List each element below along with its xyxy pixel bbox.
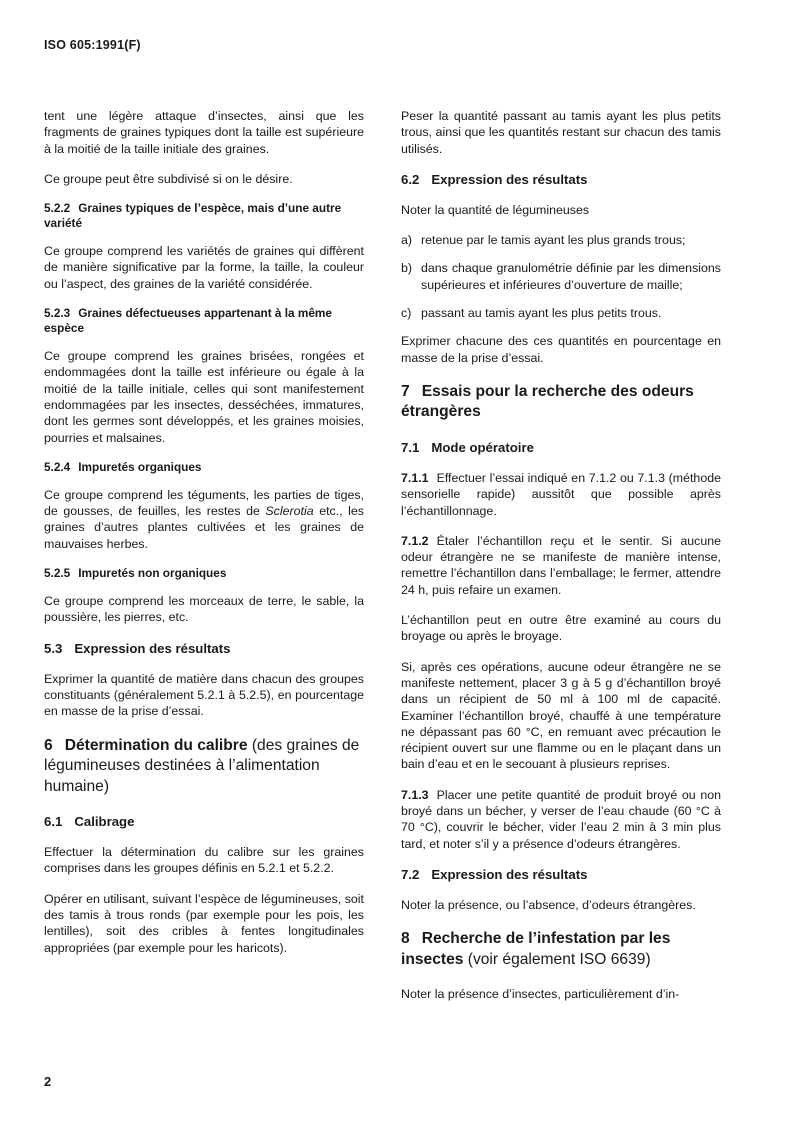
heading-6-2 <box>401 171 721 188</box>
text-run: Placer une petite quantité de produit broyé ou non broyé dans un bécher, y verser de l’eau chaude (60 °C à 70 °C), couvrir le bécher, vider l’eau 2 min à 3 min plus tard, et noter s’il y a présence d’odeurs étrangères. <box>401 787 721 851</box>
heading-text: Mode opératoire <box>431 439 534 455</box>
heading-text: Expression des résultats <box>74 640 231 656</box>
heading-5-2-2 <box>44 201 364 231</box>
heading-8 <box>401 929 721 970</box>
heading-text: Impuretés organiques <box>78 459 202 474</box>
heading-number: 5.2.5 <box>44 566 71 581</box>
list-item <box>401 260 721 293</box>
heading-number: 7 <box>401 382 410 400</box>
text-run: Étaler l’échantillon reçu et le sentir. Si aucune odeur étrangère ne se manifeste de manière intense, remettre l’échantillon dans l’emballage; le fermer, attendre 24 h, puis refaire un examen. <box>401 533 721 597</box>
paragraph-6-1-a: Effectuer la détermination du calibre sur les graines comprises dans les groupes définis en 5.2.1 et 5.2.2. <box>44 845 364 876</box>
paragraph-number: 7.1.2 <box>401 533 429 548</box>
paragraph-5-2-3: Ce groupe comprend les graines brisées, rongées et endommagées dont la taille est inférieure ou égale à la moitié de la taille initiale, celles qui sont manifestement endommagées par les insectes, desséchées, immatures, dont les germes sont développés, et les graines moisies, pourries et malsaines. <box>44 349 364 445</box>
heading-5-3 <box>44 640 364 657</box>
heading-text: Expression des résultats <box>431 866 588 882</box>
heading-text: Graines défectueuses appartenant à la même espèce <box>44 306 332 336</box>
list-label: a) <box>401 233 413 248</box>
paragraph-continuation: tent une légère attaque d’insectes, ainsi que les fragments de graines typiques dont la taille est supérieure à la moitié de la taille initiale des graines. <box>44 109 364 156</box>
paragraph-5-3: Exprimer la quantité de matière dans chacun des groupes constituants (généralement 5.2.1 à 5.2.5), en pourcentage en masse de la prise d’essai. <box>44 671 364 719</box>
heading-text-bold: Recherche de l’infestation par les insectes <box>401 930 671 968</box>
page-number: 2 <box>44 1074 52 1089</box>
paragraph-peser: Peser la quantité passant au tamis ayant les plus petits trous, ainsi que les quantités restant sur chacun des tamis utilisés. <box>401 109 721 156</box>
list-label: c) <box>401 306 412 321</box>
paragraph-6-2-end: Exprimer chacune des ces quantités en pourcentage en masse de la prise d’essai. <box>401 334 721 365</box>
left-column <box>44 108 364 970</box>
heading-text: Graines typiques de l’espèce, mais d’une autre variété <box>44 201 342 231</box>
paragraph-8: Noter la présence d’insectes, particulièrement d’in- <box>401 987 680 1002</box>
text-run: Effectuer l’essai indiqué en 7.1.2 ou 7.1.3 (méthode sensorielle rapide) aussitôt que possible après l’échantillonnage. <box>401 470 721 518</box>
heading-number: 6.2 <box>401 171 420 187</box>
paragraph-6-1-b: Opérer en utilisant, suivant l’espèce de légumineuses, soit des tamis à trous ronds (par exemple pour les pois, les lentilles), soit des cribles à fentes longitudinales appropriées (par exemple pour les haricots). <box>44 891 364 955</box>
heading-number: 7.2 <box>401 866 420 882</box>
heading-5-2-4 <box>44 460 364 475</box>
heading-5-2-3 <box>44 306 364 336</box>
heading-7-1 <box>401 439 721 456</box>
paragraph-7-1-2 <box>401 533 721 598</box>
paragraph-subdivide: Ce groupe peut être subdivisé si on le désire. <box>44 171 293 186</box>
paragraph-5-2-5: Ce groupe comprend les morceaux de terre, le sable, la poussière, les pierres, etc. <box>44 594 364 625</box>
paragraph-7-1-2-c: Si, après ces opérations, aucune odeur étrangère ne se manifeste nettement, placer 3 g à 5 g d’échantillon broyé dans un récipient de 50 ml à 100 ml de capacité. Examiner l’échantillon broyé, chauffé à une température ne dépassant pas 60 °C, en remuant avec précaution le récipient ouvert sur une flamme ou en le plaçant dans un bain d’eau et en le secouant à plusieurs reprises. <box>401 659 721 772</box>
heading-number: 6 <box>44 736 53 754</box>
heading-text-rest: (voir également ISO 6639) <box>463 950 651 968</box>
text-run: etc., les graines d’autres plantes cultivées et les graines de mauvaises herbes. <box>44 504 365 551</box>
paragraph-number: 7.1.1 <box>401 470 429 485</box>
paragraph-7-2: Noter la présence, ou l’absence, d’odeurs étrangères. <box>401 897 696 912</box>
heading-number: 5.2.2 <box>44 201 71 216</box>
document-header: ISO 605:1991(F) <box>44 38 141 52</box>
paragraph-5-2-2: Ce groupe comprend les variétés de graines qui diffèrent de manière significative par la forme, la taille, la couleur ou l’aspect, des graines de la variété considérée. <box>44 244 364 291</box>
paragraph-7-1-1 <box>401 470 721 519</box>
heading-text-rest: (des graines de légumineuses destinées à l’alimentation humaine) <box>44 736 360 795</box>
heading-number: 5.3 <box>44 640 63 656</box>
list-text: passant au tamis ayant les plus petits trous. <box>421 306 662 321</box>
heading-7 <box>401 382 721 423</box>
list-text: retenue par le tamis ayant les plus grands trous; <box>421 233 686 248</box>
heading-6 <box>44 736 364 798</box>
list-label: b) <box>401 261 413 276</box>
heading-5-2-5 <box>44 566 364 581</box>
list-item <box>401 232 721 248</box>
heading-number: 6.1 <box>44 814 63 830</box>
heading-number: 5.2.3 <box>44 306 71 321</box>
heading-number: 8 <box>401 930 410 948</box>
paragraph-7-1-3 <box>401 787 721 852</box>
paragraph-6-2-intro: Noter la quantité de légumineuses <box>401 202 590 217</box>
heading-number: 7.1 <box>401 439 420 455</box>
heading-text: Expression des résultats <box>431 171 588 187</box>
heading-6-1 <box>44 813 364 830</box>
list-item <box>401 305 721 321</box>
heading-number: 5.2.4 <box>44 459 71 474</box>
heading-text: Calibrage <box>74 814 135 830</box>
paragraph-5-2-4 <box>44 487 364 552</box>
heading-7-2 <box>401 866 721 883</box>
right-column <box>401 108 721 1017</box>
heading-text: Impuretés non organiques <box>78 566 227 581</box>
list-text: dans chaque granulométrie définie par les dimensions supérieures et inférieures d’ouverture de maille; <box>421 261 721 292</box>
heading-text-bold: Détermination du calibre <box>64 736 248 754</box>
paragraph-number: 7.1.3 <box>401 787 429 802</box>
text-run: Ce groupe comprend les téguments, les parties de tiges, de gousses, de feuilles, les restes de <box>44 487 364 519</box>
italic-term: Sclerotia <box>265 504 314 519</box>
heading-text: Essais pour la recherche des odeurs étrangères <box>401 382 694 421</box>
paragraph-7-1-2-b: L’échantillon peut en outre être examiné au cours du broyage ou après le broyage. <box>401 613 721 644</box>
